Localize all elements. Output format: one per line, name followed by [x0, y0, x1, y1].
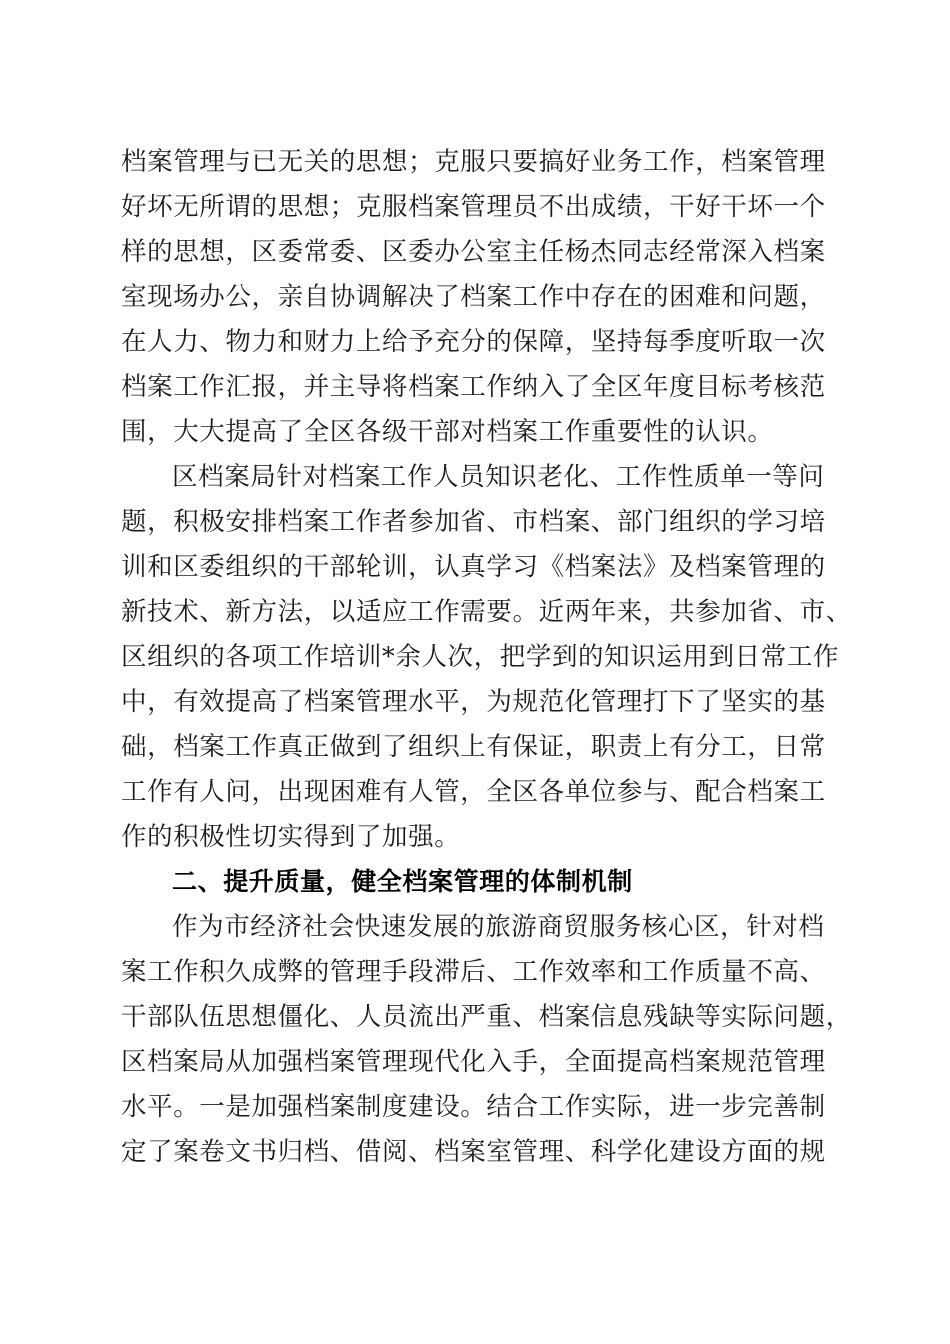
text-line: 档案管理与已无关的思想；克服只要搞好业务工作，档案管理: [121, 147, 826, 177]
text-line: 题，积极安排档案工作者参加省、市档案、部门组织的学习培: [121, 507, 826, 537]
text-line: 水平。一是加强档案制度建设。结合工作实际，进一步完善制: [121, 1092, 826, 1122]
text-line: 新技术、新方法，以适应工作需要。近两年来，共参加省、市、: [121, 597, 852, 627]
text-line: 样的思想，区委常委、区委办公室主任杨杰同志经常深入档案: [121, 237, 826, 267]
text-line: 区组织的各项工作培训*余人次，把学到的知识运用到日常工作: [121, 642, 840, 672]
text-line: 好坏无所谓的思想；克服档案管理员不出成绩，干好干坏一个: [121, 192, 826, 222]
text-line: 作的积极性切实得到了加强。: [121, 822, 461, 852]
text-line: 区档案局从加强档案管理现代化入手，全面提高档案规范管理: [121, 1047, 826, 1077]
text-line: 室现场办公，亲自协调解决了档案工作中存在的困难和问题，: [121, 282, 826, 312]
text-line: 训和区委组织的干部轮训，认真学习《档案法》及档案管理的: [121, 552, 826, 582]
text-line: 工作有人问，出现困难有人管，全区各单位参与、配合档案工: [121, 777, 826, 807]
text-line: 在人力、物力和财力上给予充分的保障，坚持每季度听取一次: [121, 327, 826, 357]
text-line: 定了案卷文书归档、借阅、档案室管理、科学化建设方面的规: [121, 1137, 826, 1167]
text-line: 础，档案工作真正做到了组织上有保证，职责上有分工，日常: [121, 732, 826, 762]
text-line: 案工作积久成弊的管理手段滞后、工作效率和工作质量不高、: [121, 957, 826, 987]
text-line: 干部队伍思想僵化、人员流出严重、档案信息残缺等实际问题，: [121, 1002, 852, 1032]
paragraph-first-line: 作为市经济社会快速发展的旅游商贸服务核心区，针对档: [172, 912, 825, 942]
text-line: 围，大大提高了全区各级干部对档案工作重要性的认识。: [121, 417, 774, 447]
text-line: 中，有效提高了档案管理水平，为规范化管理打下了坚实的基: [121, 687, 826, 717]
paragraph-first-line: 区档案局针对档案工作人员知识老化、工作性质单一等问: [172, 462, 825, 492]
section-heading: 二、提升质量，健全档案管理的体制机制: [172, 867, 633, 896]
text-line: 档案工作汇报，并主导将档案工作纳入了全区年度目标考核范: [121, 372, 826, 402]
